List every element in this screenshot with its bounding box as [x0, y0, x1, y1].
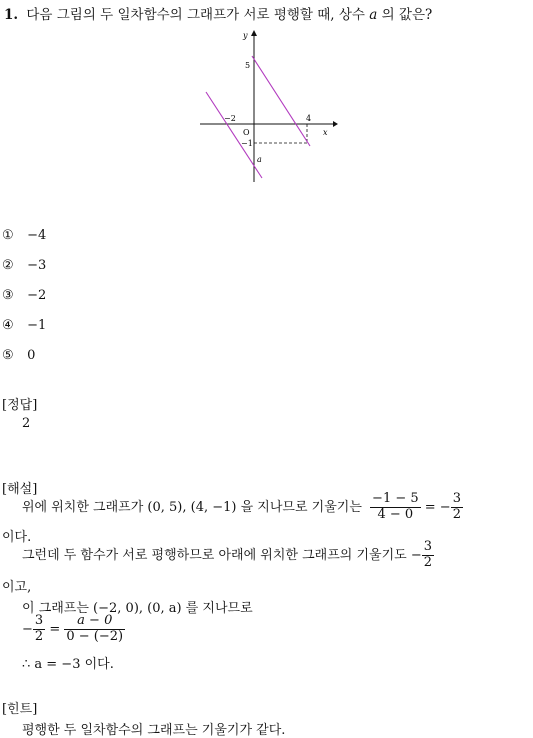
choice-3[interactable] [2, 288, 46, 303]
question-text-before: 다음 그림의 두 일차함수의 그래프가 서로 평행할 때, 상수 [26, 7, 370, 23]
x-axis-arrow [333, 121, 338, 127]
choice-5-value: 0 [27, 348, 36, 363]
equation-left-denominator: 2 [34, 628, 44, 644]
equation-right-fraction [64, 614, 125, 645]
choice-2-value: −3 [27, 258, 47, 273]
answer-heading: [정답] [2, 398, 38, 413]
tick-neg1-label: −1 [241, 139, 253, 148]
upper-line [252, 56, 310, 146]
solution-line-1-end: 이다. [2, 530, 32, 545]
parallel-slope-fraction [422, 540, 434, 571]
choice-2[interactable] [2, 258, 46, 273]
question-line [4, 3, 432, 23]
tick-5-label: 5 [245, 61, 251, 70]
question-text-after: 의 값은? [377, 7, 433, 23]
solution-equation [22, 614, 125, 645]
solution-line-2 [22, 540, 434, 571]
choice-4-marker: ④ [2, 318, 14, 333]
equation-neg: − [22, 621, 33, 637]
slope-fraction [370, 492, 421, 523]
choice-2-marker: ② [2, 258, 14, 273]
origin-label: O [243, 128, 250, 137]
slope-result-denominator: 2 [452, 506, 461, 522]
solution-line-2-end: 이고, [2, 580, 32, 595]
answer-value: 2 [22, 416, 31, 431]
solution-heading: [해설] [2, 482, 38, 497]
hint-heading: [힌트] [2, 702, 38, 717]
solution-line-3: 이 그래프는 (−2, 0), (0, a) 를 지나므로 [22, 601, 253, 616]
slope-result-numerator: 3 [452, 491, 461, 506]
choice-1[interactable] [2, 228, 46, 243]
choice-1-marker: ① [2, 228, 14, 243]
choice-4[interactable] [2, 318, 46, 333]
function-graph [195, 26, 340, 186]
point-a-label: a [257, 155, 262, 164]
choice-5[interactable] [2, 348, 35, 363]
y-axis-arrow [251, 30, 257, 36]
equation-right-denominator: 0 − (−2) [66, 628, 124, 644]
choice-3-value: −2 [27, 288, 47, 303]
choice-1-value: −4 [27, 228, 47, 243]
solution-line-1-text: 위에 위치한 그래프가 (0, 5), (4, −1) 을 지나므로 기울기는 [22, 499, 362, 515]
solution-conclusion: ∴ a = −3 이다. [22, 657, 114, 672]
choice-5-marker: ⑤ [2, 348, 14, 363]
equation-equals: = [49, 621, 61, 637]
equation-right-numerator: a − 0 [64, 614, 125, 630]
equation-left-fraction [33, 614, 45, 645]
choice-4-value: −1 [27, 318, 47, 333]
hint-text: 평행한 두 일차함수의 그래프는 기울기가 같다. [22, 723, 286, 738]
slope-numerator: −1 − 5 [372, 491, 419, 506]
solution-line-2-text: 그런데 두 함수가 서로 평행하므로 아래에 위치한 그래프의 기울기도 − [22, 547, 422, 563]
y-axis-label: y [243, 31, 248, 40]
slope-denominator: 4 − 0 [377, 506, 414, 522]
parallel-slope-numerator: 3 [423, 539, 432, 554]
slope-result-fraction [451, 492, 463, 523]
equation-left-numerator: 3 [34, 613, 44, 628]
question-var-a: a [369, 7, 378, 23]
choice-3-marker: ③ [2, 288, 14, 303]
solution-line-1 [22, 492, 463, 523]
tick-4-label: 4 [306, 114, 312, 123]
slope-equals: = − [424, 499, 451, 515]
tick-neg2-label: −2 [224, 114, 236, 123]
parallel-slope-denominator: 2 [423, 554, 432, 570]
question-number: 1. [4, 7, 19, 23]
x-axis-label: x [323, 128, 328, 137]
